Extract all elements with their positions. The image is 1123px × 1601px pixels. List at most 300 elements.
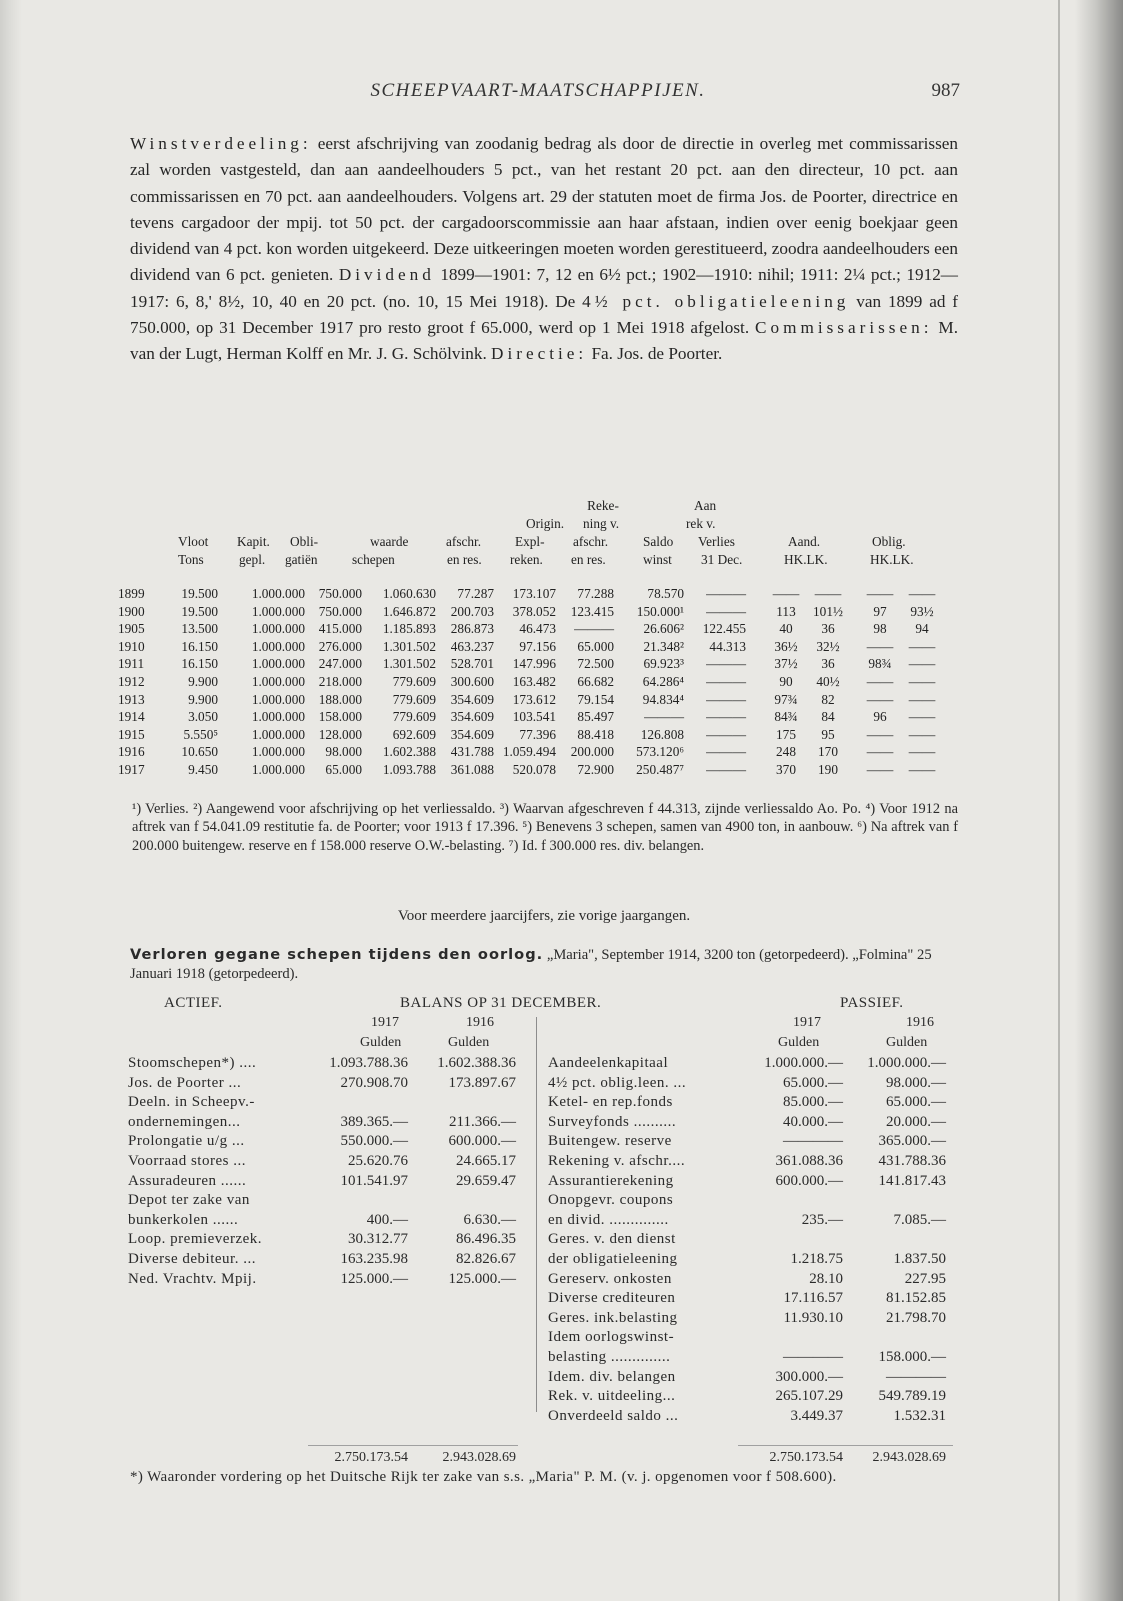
fleet-row [118,673,962,691]
passief-label: Diverse crediteuren [548,1290,676,1307]
actief-label: Stoomschepen*) .... [128,1055,257,1071]
fleet-cell-afs2: 72.500 [577,656,614,672]
fleet-cell-olk: —— [908,691,936,707]
passief-label: Ketel- en rep.fonds [548,1094,673,1111]
fleet-cell-olk: —— [908,744,936,760]
fleet-cell-ahk: 175 [776,726,796,742]
actief-row [128,1094,528,1114]
fleet-cell-kapit: 1.000.000 [251,638,305,654]
fleet-cell-saldo: 78.570 [647,586,684,601]
header-reke: Reke- [587,498,619,513]
passief-v1916: 20.000.— [886,1113,946,1130]
dividend-label: Dividend [338,265,435,285]
passief-v1917: 1.218.75 [790,1250,843,1267]
fleet-cell-tons: 13.500 [181,621,218,637]
fleet-cell-saldo: 21.348² [643,638,684,654]
fleet-cell-kapit: 1.000.000 [251,586,305,601]
fleet-cell-ohk: 98¾ [868,656,892,672]
header-winst: winst [643,552,672,567]
actief-currency-1916: Gulden [448,1035,490,1050]
actief-row [128,1173,528,1193]
header-gatien: gatiën [285,552,318,567]
fleet-cell-orig: 1.301.502 [382,656,436,672]
actief-v1917: 389.365.— [340,1113,408,1130]
actief-label: Deeln. in Scheepv.- [128,1094,255,1111]
passief-v1917: 235.— [801,1211,843,1228]
passief-v1917: 40.000.— [783,1113,843,1130]
obligatieleening-text: van 1899 ad f 750.000, op 31 December 1917 pro resto groot f 65.000, werd op 1 Mei 1918 afgelost. [130,291,958,338]
balance-footnote: *) Waaronder vordering op het Duitsche Rijk ter zake van s.s. „Maria" P. M. (v. j. opgenomen voor f 508.600). [130,1469,837,1485]
passief-v1917: 28.10 [809,1270,843,1287]
passief-v1917: 265.107.29 [775,1388,843,1405]
actief-row [128,1133,528,1153]
fleet-cell-afs2: 66.682 [577,673,614,689]
fleet-cell-kapit: 1.000.000 [251,744,305,760]
actief-v1917: 1.093.788.36 [329,1055,408,1071]
actief-row [128,1075,528,1095]
fleet-cell-expl: 520.078 [512,761,556,777]
actief-label: Assuradeuren ...... [128,1172,247,1189]
fleet-cell-saldo: 250.487⁷ [636,761,684,777]
actief-v1916: 173.897.67 [448,1074,516,1091]
passief-row [548,1271,958,1291]
fleet-cell-alk: 36 [821,656,835,672]
fleet-cell-orig: 1.646.872 [382,603,436,619]
actief-v1916: 86.496.35 [456,1231,516,1248]
actief-row [128,1192,528,1212]
actief-v1916: 600.000.— [448,1133,516,1150]
passief-label: Onopgevr. coupons [548,1192,674,1209]
fleet-cell-tons: 16.150 [181,638,218,654]
fleet-cell-tons: 10.650 [181,744,218,760]
fleet-cell-verl: ——— [706,709,746,725]
actief-currency-1917: Gulden [360,1035,402,1050]
passief-year-1917: 1917 [793,1015,821,1030]
actief-v1916: 24.665.17 [456,1152,516,1169]
passief-v1916: 1.000.000.— [867,1055,946,1071]
actief-v1917: 101.541.97 [340,1172,408,1189]
actief-title: ACTIEF. [164,995,223,1011]
total-passief-1917: 2.750.173.54 [769,1450,843,1465]
fleet-cell-verl: 122.455 [702,621,746,637]
winstverdeeling-label: Winstverdeeling: [130,134,312,153]
fleet-cell-afschr: 528.701 [450,656,494,672]
fleet-cell-afs2: 88.418 [577,726,614,742]
header-obli: Obli- [290,534,319,549]
actief-label: Voorraad stores ... [128,1152,246,1169]
actief-v1917: 25.620.76 [348,1152,408,1169]
fleet-cell-oblig: 247.000 [318,656,362,672]
fleet-cell-alk: 36 [821,621,835,637]
fleet-table-body [118,585,962,779]
actief-row [128,1114,528,1134]
fleet-cell-alk: 101½ [813,603,843,619]
fleet-cell-year: 1912 [118,673,145,689]
page-header [130,80,960,110]
fleet-cell-afschr: 463.237 [450,638,494,654]
fleet-cell-kapit: 1.000.000 [251,761,305,777]
fleet-cell-orig: 1.602.388 [382,744,436,760]
actief-v1916: 29.659.47 [456,1172,516,1189]
lost-ships-paragraph [130,945,958,985]
fleet-cell-alk: 84 [821,709,835,725]
passief-v1917: 361.088.36 [775,1152,843,1169]
fleet-cell-olk: —— [908,673,936,689]
passief-v1916: 21.798.70 [886,1309,946,1326]
passief-label: Rek. v. uitdeeling... [548,1388,676,1405]
passief-v1916: 81.152.85 [886,1290,946,1307]
header-origin: Origin. [526,516,565,531]
passief-label: Onverdeeld saldo ... [548,1407,679,1424]
fleet-cell-olk: 94 [915,621,929,637]
actief-v1916: 6.630.— [463,1211,516,1228]
fleet-row [118,743,962,761]
balance-divider [536,1017,537,1412]
passief-label: Gereserv. onkosten [548,1270,672,1287]
balance-title: BALANS OP 31 DECEMBER. [400,995,602,1011]
fleet-cell-afs2: 85.497 [577,709,614,725]
actief-row [128,1251,528,1271]
fleet-cell-ahk: 90 [779,673,793,689]
passief-row [548,1153,958,1173]
fleet-cell-oblig: 276.000 [318,638,362,654]
passief-row [548,1388,958,1408]
passief-v1917: 600.000.— [775,1172,843,1189]
fleet-table-header [118,498,962,585]
actief-row [128,1271,528,1291]
fleet-cell-afs2: 72.900 [577,761,614,777]
passief-label: Surveyfonds .......... [548,1113,677,1130]
fleet-cell-expl: 1.059.494 [502,744,556,760]
fleet-cell-year: 1899 [118,586,145,601]
fleet-cell-saldo: 69.923³ [643,656,684,672]
passief-v1917: 85.000.— [783,1094,843,1111]
fleet-cell-ohk: 98 [873,621,887,637]
passief-v1917: 1.000.000.— [764,1055,843,1071]
fleet-cell-orig: 1.093.788 [382,761,436,777]
passief-row [548,1290,958,1310]
balance-sheet [128,995,963,1515]
fleet-cell-verl: ——— [706,691,746,707]
actief-label: ondernemingen... [128,1113,241,1130]
fleet-cell-olk: —— [908,638,936,654]
fleet-cell-afschr: 286.873 [450,621,494,637]
fleet-row [118,603,962,621]
header-aand-hklk: HK.LK. [784,552,828,567]
fleet-cell-tons: 16.150 [181,656,218,672]
actief-label: Depot ter zake van [128,1192,250,1209]
passief-row [548,1173,958,1193]
passief-row [548,1075,958,1095]
actief-row [128,1231,528,1251]
fleet-cell-kapit: 1.000.000 [251,656,305,672]
passief-label: Idem oorlogswinst- [548,1329,675,1346]
fleet-cell-verl: ——— [706,726,746,742]
actief-v1916: 211.366.— [449,1113,516,1130]
fleet-cell-verl: ——— [706,586,746,601]
passief-label: Idem. div. belangen [548,1368,676,1385]
fleet-cell-saldo: 94.834⁴ [642,691,684,707]
actief-total-rule [308,1445,518,1446]
header-tons: Tons [178,552,204,567]
more-figures-note: Voor meerdere jaarcijfers, zie vorige jaargangen. [397,908,691,924]
passief-v1917: 17.116.57 [783,1290,843,1307]
fleet-row [118,726,962,744]
fleet-cell-tons: 9.450 [188,761,218,777]
fleet-cell-verl: 44.313 [709,638,746,654]
passief-v1916: 158.000.— [878,1348,946,1365]
fleet-cell-orig: 779.609 [392,673,436,689]
header-aan: Aan [694,498,717,513]
fleet-cell-afschr: 200.703 [450,603,494,619]
passief-label: Assurantierekening [548,1172,674,1189]
fleet-cell-ohk: 97 [873,603,887,619]
fleet-cell-oblig: 750.000 [318,603,362,619]
fleet-cell-ohk: —— [866,691,894,707]
fleet-cell-olk: —— [908,761,936,777]
fleet-cell-ohk: —— [866,761,894,777]
fleet-cell-saldo: 150.000¹ [636,603,684,619]
header-gepl: gepl. [239,552,266,567]
fleet-cell-ahk: 370 [776,761,796,777]
dividend-text: 1899—1901: 7, 12 en 6½ pct.; 1902—1910: nihil; 1911: 2¼ pct.; 1912—1917: 6, 8,' 8½, 10, 40 en 20 pct. (no. 10, 15 Mei 1918). De [130,265,958,311]
fleet-cell-alk: —— [814,586,842,601]
fleet-row [118,638,962,656]
actief-v1916: 1.602.388.36 [437,1055,516,1071]
fleet-cell-tons: 9.900 [188,673,218,689]
passief-v1917: ———— [783,1348,843,1365]
passief-label: Geres. v. den dienst [548,1231,676,1248]
actief-v1917: 125.000.— [340,1270,408,1287]
header-waarde: waarde [370,534,409,549]
fleet-cell-kapit: 1.000.000 [251,621,305,637]
fleet-cell-tons: 19.500 [181,603,218,619]
fleet-cell-afschr: 300.600 [450,673,494,689]
directie-label: Directie: [491,344,588,364]
passief-row [548,1114,958,1134]
passief-v1916: 365.000.— [878,1133,946,1150]
fleet-cell-ahk: 97¾ [774,691,798,707]
header-oblig: Oblig. [872,534,906,549]
fleet-cell-alk: 32½ [816,638,840,654]
header-reken: reken. [510,552,543,567]
fleet-cell-ahk: —— [772,586,800,601]
lost-ships-heading: Verloren gegane schepen tijdens den oorlog. [130,946,544,963]
fleet-cell-ahk: 113 [776,603,796,619]
fleet-cell-oblig: 158.000 [318,709,362,725]
fleet-cell-oblig: 98.000 [325,744,362,760]
fleet-cell-alk: 40½ [816,673,840,689]
actief-v1917: 400.— [366,1211,408,1228]
fleet-cell-verl: ——— [706,673,746,689]
fleet-cell-tons: 5.550⁵ [183,726,218,742]
fleet-cell-alk: 95 [821,726,835,742]
passief-row [548,1369,958,1389]
actief-v1917: 270.908.70 [340,1074,408,1091]
actief-row [128,1153,528,1173]
fleet-cell-verl: ——— [706,656,746,672]
fleet-cell-afschr: 354.609 [450,709,494,725]
header-vloot: Vloot [178,534,209,549]
passief-v1917: ———— [783,1133,843,1150]
fleet-cell-oblig: 128.000 [318,726,362,742]
commissarissen-label: Commissarissen: [755,318,933,338]
passief-label: Geres. ink.belasting [548,1309,678,1326]
fleet-cell-year: 1914 [118,709,145,725]
lost-ships-text: „Maria", September 1914, 3200 ton (getorpedeerd). „Folmina" 25 Januari 1918 (getorpedeerd). [130,947,932,983]
fleet-cell-oblig: 218.000 [318,673,362,689]
actief-label: Jos. de Poorter ... [128,1074,242,1091]
actief-v1917: 30.312.77 [348,1231,408,1248]
actief-row [128,1055,528,1075]
passief-label: en divid. .............. [548,1211,669,1228]
fleet-cell-expl: 378.052 [512,603,556,619]
fleet-cell-ohk: —— [866,638,894,654]
passief-row [548,1192,958,1212]
company-description [130,131,958,368]
fleet-cell-saldo: ——— [644,709,684,725]
actief-v1917: 163.235.98 [340,1250,408,1267]
fleet-cell-kapit: 1.000.000 [251,726,305,742]
fleet-cell-kapit: 1.000.000 [251,691,305,707]
fleet-cell-expl: 163.482 [512,673,556,689]
passief-v1916: 7.085.— [893,1211,946,1228]
header-rek-v: rek v. [686,516,716,531]
header-oblig-hklk: HK.LK. [870,552,914,567]
fleet-cell-expl: 173.612 [512,691,556,707]
fleet-row [118,620,962,638]
passief-row [548,1133,958,1153]
fleet-cell-ohk: —— [866,726,894,742]
passief-label: Aandeelenkapitaal [548,1055,669,1071]
fleet-cell-year: 1911 [118,656,145,672]
passief-v1916: 98.000.— [886,1074,946,1091]
fleet-row [118,585,962,603]
fleet-cell-afschr: 77.287 [457,586,494,601]
actief-label: Loop. premieverzek. [128,1231,263,1248]
actief-row [128,1212,528,1232]
fleet-cell-tons: 3.050 [188,709,218,725]
fleet-row [118,761,962,779]
fleet-cell-year: 1900 [118,603,145,619]
fleet-cell-kapit: 1.000.000 [251,603,305,619]
fleet-cell-olk: —— [908,709,936,725]
obligatieleening-label: 4½ pct. obligatieleening [582,291,850,311]
fleet-cell-orig: 1.060.630 [382,586,436,601]
passief-title: PASSIEF. [840,995,904,1011]
passief-label: 4½ pct. oblig.leen. ... [548,1074,687,1091]
header-verlies: Verlies [698,534,735,549]
actief-label: Ned. Vrachtv. Mpij. [128,1270,257,1287]
fleet-cell-saldo: 64.286⁴ [642,673,684,689]
fleet-cell-saldo: 573.120⁶ [636,744,684,760]
passief-v1916: 227.95 [904,1270,946,1287]
fleet-cell-expl: 173.107 [512,586,556,601]
passief-row [548,1329,958,1349]
passief-row [548,1349,958,1369]
passief-v1916: 549.789.19 [878,1388,946,1405]
page-fold [1058,0,1060,1601]
fleet-cell-afschr: 354.609 [450,726,494,742]
passief-v1916: 141.817.43 [878,1172,946,1189]
fleet-row [118,655,962,673]
fleet-row [118,691,962,709]
passief-total-rule [738,1445,953,1446]
fleet-cell-ahk: 40 [779,621,793,637]
fleet-cell-year: 1913 [118,691,145,707]
passief-row [548,1094,958,1114]
fleet-cell-alk: 170 [818,744,838,760]
actief-label: Diverse debiteur. ... [128,1250,256,1267]
passief-row [548,1251,958,1271]
fleet-cell-year: 1905 [118,621,145,637]
fleet-cell-oblig: 188.000 [318,691,362,707]
fleet-cell-afs2: 200.000 [570,744,614,760]
fleet-cell-expl: 103.541 [512,709,556,725]
fleet-table-notes: ¹) Verlies. ²) Aangewend voor afschrijving op het verliessaldo. ³) Waarvan afgeschreven f 44.313, zijnde verliessaldo Ao. Po. ⁴) Voor 1912 na aftrek van f 54.041.09 restitutie fa. de Poorter; voor 1913 f 17.396. ⁵) Benevens 3 schepen, samen van 4900 ton, in aanbouw. ⁶) Na aftrek van f 200.000 buitengew. reserve en f 158.000 reserve O.W.-belasting. ⁷) Id. f 300.000 res. div. belangen. [132,801,958,854]
fleet-cell-ohk: —— [866,673,894,689]
passief-label: der obligatieleening [548,1250,678,1267]
passief-v1917: 3.449.37 [790,1407,843,1424]
fleet-cell-oblig: 415.000 [318,621,362,637]
fleet-cell-alk: 190 [818,761,838,777]
fleet-cell-orig: 779.609 [392,691,436,707]
passief-v1916: 1.837.50 [893,1250,946,1267]
fleet-cell-kapit: 1.000.000 [251,673,305,689]
passief-label: belasting .............. [548,1348,671,1365]
fleet-cell-olk: —— [908,726,936,742]
fleet-cell-afschr: 431.788 [450,744,494,760]
header-afschr: afschr. [446,534,482,549]
actief-label: bunkerkolen ...... [128,1211,239,1228]
actief-year-1916: 1916 [466,1015,494,1030]
passief-year-1916: 1916 [906,1015,934,1030]
fleet-cell-year: 1917 [118,761,145,777]
fleet-cell-afs2: 79.154 [577,691,614,707]
actief-year-1917: 1917 [371,1015,399,1030]
fleet-cell-expl: 77.396 [519,726,556,742]
fleet-cell-afs2: 65.000 [577,638,614,654]
fleet-cell-saldo: 26.606² [643,621,684,637]
passief-row [548,1231,958,1251]
header-en-res-2: en res. [571,552,606,567]
passief-row [548,1310,958,1330]
fleet-cell-afschr: 354.609 [450,691,494,707]
total-actief-1917: 2.750.173.54 [334,1450,408,1465]
fleet-cell-ahk: 37½ [774,656,798,672]
header-afschr-2: afschr. [573,534,609,549]
fleet-cell-orig: 1.185.893 [382,621,436,637]
header-31-dec: 31 Dec. [701,552,743,567]
passief-v1916: 1.532.31 [893,1407,946,1424]
fleet-cell-expl: 46.473 [519,621,556,637]
fleet-cell-ohk: 96 [873,709,887,725]
fleet-cell-oblig: 65.000 [325,761,362,777]
fleet-cell-olk: —— [908,586,936,601]
passief-currency-1916: Gulden [886,1035,928,1050]
fleet-cell-afs2: 123.415 [570,603,614,619]
fleet-cell-alk: 82 [821,691,835,707]
fleet-cell-afschr: 361.088 [450,761,494,777]
fleet-cell-ohk: —— [866,744,894,760]
actief-v1916: 125.000.— [448,1270,516,1287]
fleet-cell-year: 1915 [118,726,145,742]
header-ning-v: ning v. [583,516,620,531]
actief-label: Prolongatie u/g ... [128,1133,245,1150]
passief-v1916: 65.000.— [886,1094,946,1111]
winstverdeeling-text: eerst afschrijving van zoodanig bedrag als door de directie in overleg met commissarissen zal worden vastgesteld, dan aan aandeelhouders 5 pct., van het restant 20 pct. aan den directeur, 10 pct. aan commissarissen en 70 pct. aan aandeelhouders. Volgens art. 29 der statuten moet de firma Jos. de Poorter, directrice en tevens cargadoor der mpij. tot 50 pct. der cargadoorscommissie aan haar afstaan, indien over eenig boekjaar geen dividend van 4 pct. kon worden uitgekeerd. Deze uitkeeringen moeten worden gerestitueerd, zoodra aandeelhouders een dividend van 6 pct. genieten. [130,134,958,285]
passief-label: Rekening v. afschr.... [548,1152,686,1169]
